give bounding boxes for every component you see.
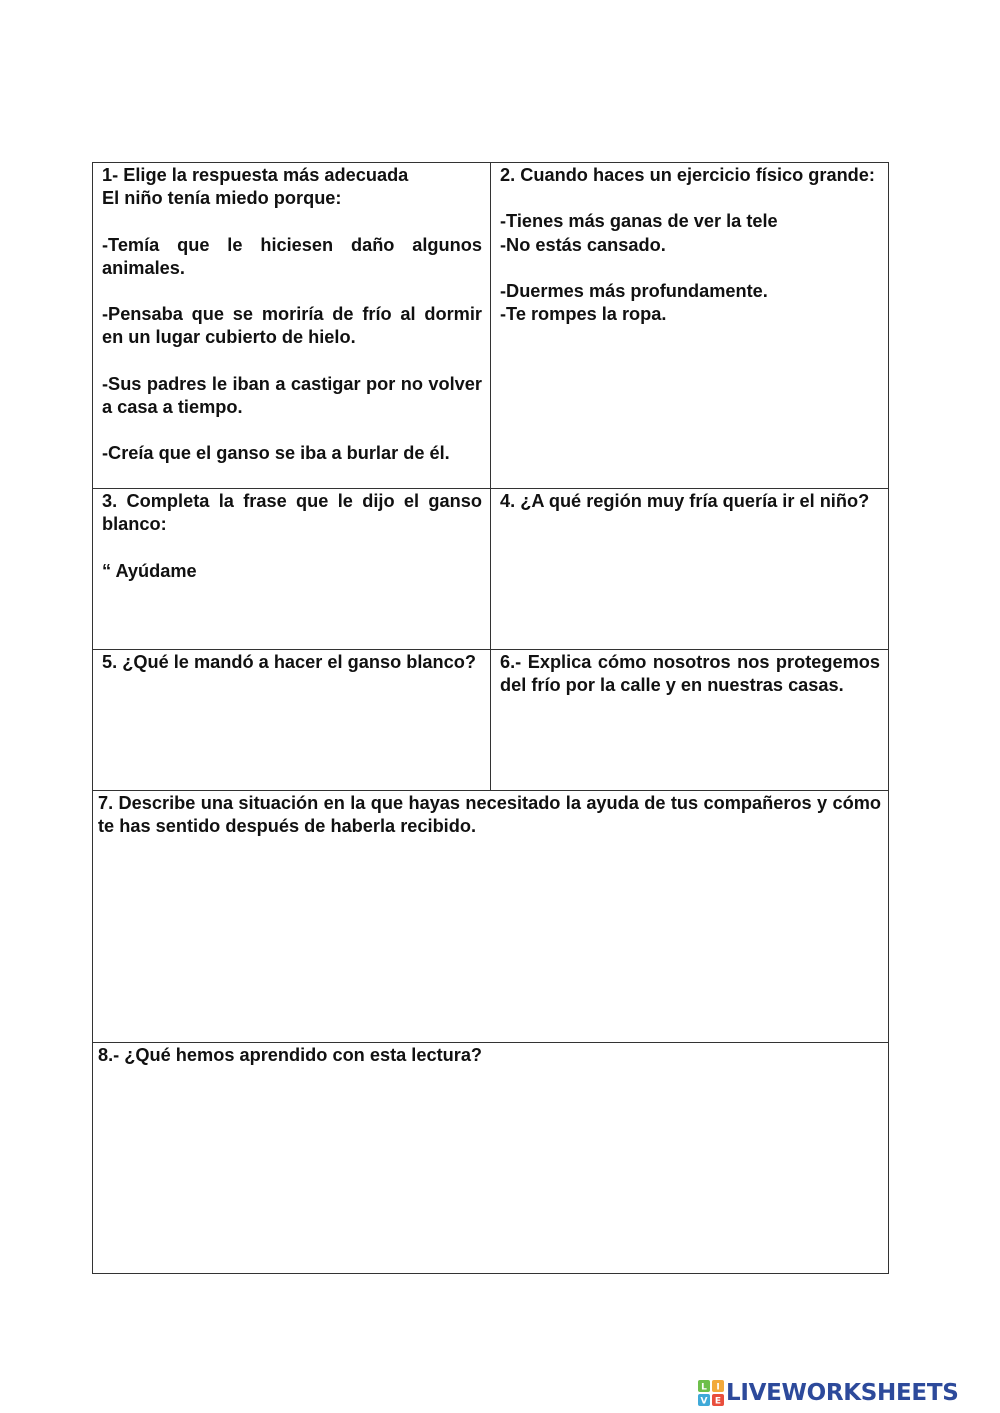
question-2-option-c[interactable]: -Duermes más profundamente.: [500, 280, 768, 301]
question-5-title: 5. ¿Qué le mandó a hacer el ganso blanco?: [102, 652, 476, 672]
question-2-cell: [491, 163, 888, 488]
question-1-option-b[interactable]: -Pensaba que se moriría de frío al dormir en un lugar cubierto de hielo.: [102, 304, 482, 348]
question-7-cell[interactable]: [93, 791, 888, 1042]
question-1-option-a[interactable]: -Temía que le hiciesen daño algunos animales.: [102, 234, 482, 278]
question-6-cell[interactable]: [491, 650, 888, 790]
logo-text: LIVEWORKSHEETS: [726, 1380, 959, 1406]
question-2-option-b[interactable]: -No estás cansado.: [500, 234, 666, 255]
question-6-title: 6.- Explica cómo nosotros nos protegemos del frío por la calle y en nuestras casas.: [500, 652, 880, 696]
question-1-option-d[interactable]: -Creía que el ganso se iba a burlar de él.: [102, 443, 450, 464]
question-1-cell: [93, 163, 490, 488]
question-2-option-a[interactable]: -Tienes más ganas de ver la tele: [500, 211, 778, 232]
question-3-title: 3. Completa la frase que le dijo el ganso blanco:: [102, 491, 482, 535]
liveworksheets-logo[interactable]: [698, 1379, 958, 1407]
question-5-cell[interactable]: [93, 650, 490, 790]
worksheet-table: [92, 162, 889, 1274]
question-2-title: 2. Cuando haces un ejercicio físico grande:: [500, 165, 875, 185]
logo-tile-letter: V: [700, 1396, 708, 1406]
question-4-cell[interactable]: [491, 489, 888, 649]
question-4-title: 4. ¿A qué región muy fría quería ir el niño?: [500, 491, 870, 511]
question-7-title: 7. Describe una situación en la que hayas necesitado la ayuda de tus compañeros y cómo te has sentido después de haberla recibido.: [98, 793, 881, 837]
question-8-title: 8.- ¿Qué hemos aprendido con esta lectura?: [98, 1045, 483, 1065]
question-1-title: 1- Elige la respuesta más adecuada: [102, 165, 409, 185]
question-1-subtitle: El niño tenía miedo porque:: [102, 188, 342, 209]
question-3-cell[interactable]: [93, 489, 490, 649]
question-8-cell[interactable]: [93, 1043, 888, 1273]
logo-tile-letter: L: [701, 1382, 707, 1393]
logo-tile-letter: E: [714, 1396, 722, 1406]
liveworksheets-logo-icon: [698, 1380, 724, 1406]
question-1-option-c[interactable]: -Sus padres le iban a castigar por no volver a casa a tiempo.: [102, 373, 482, 417]
logo-tile-letter: I: [716, 1382, 720, 1393]
question-3-prompt: “ Ayúdame: [102, 560, 197, 581]
question-2-option-d[interactable]: -Te rompes la ropa.: [500, 304, 667, 325]
